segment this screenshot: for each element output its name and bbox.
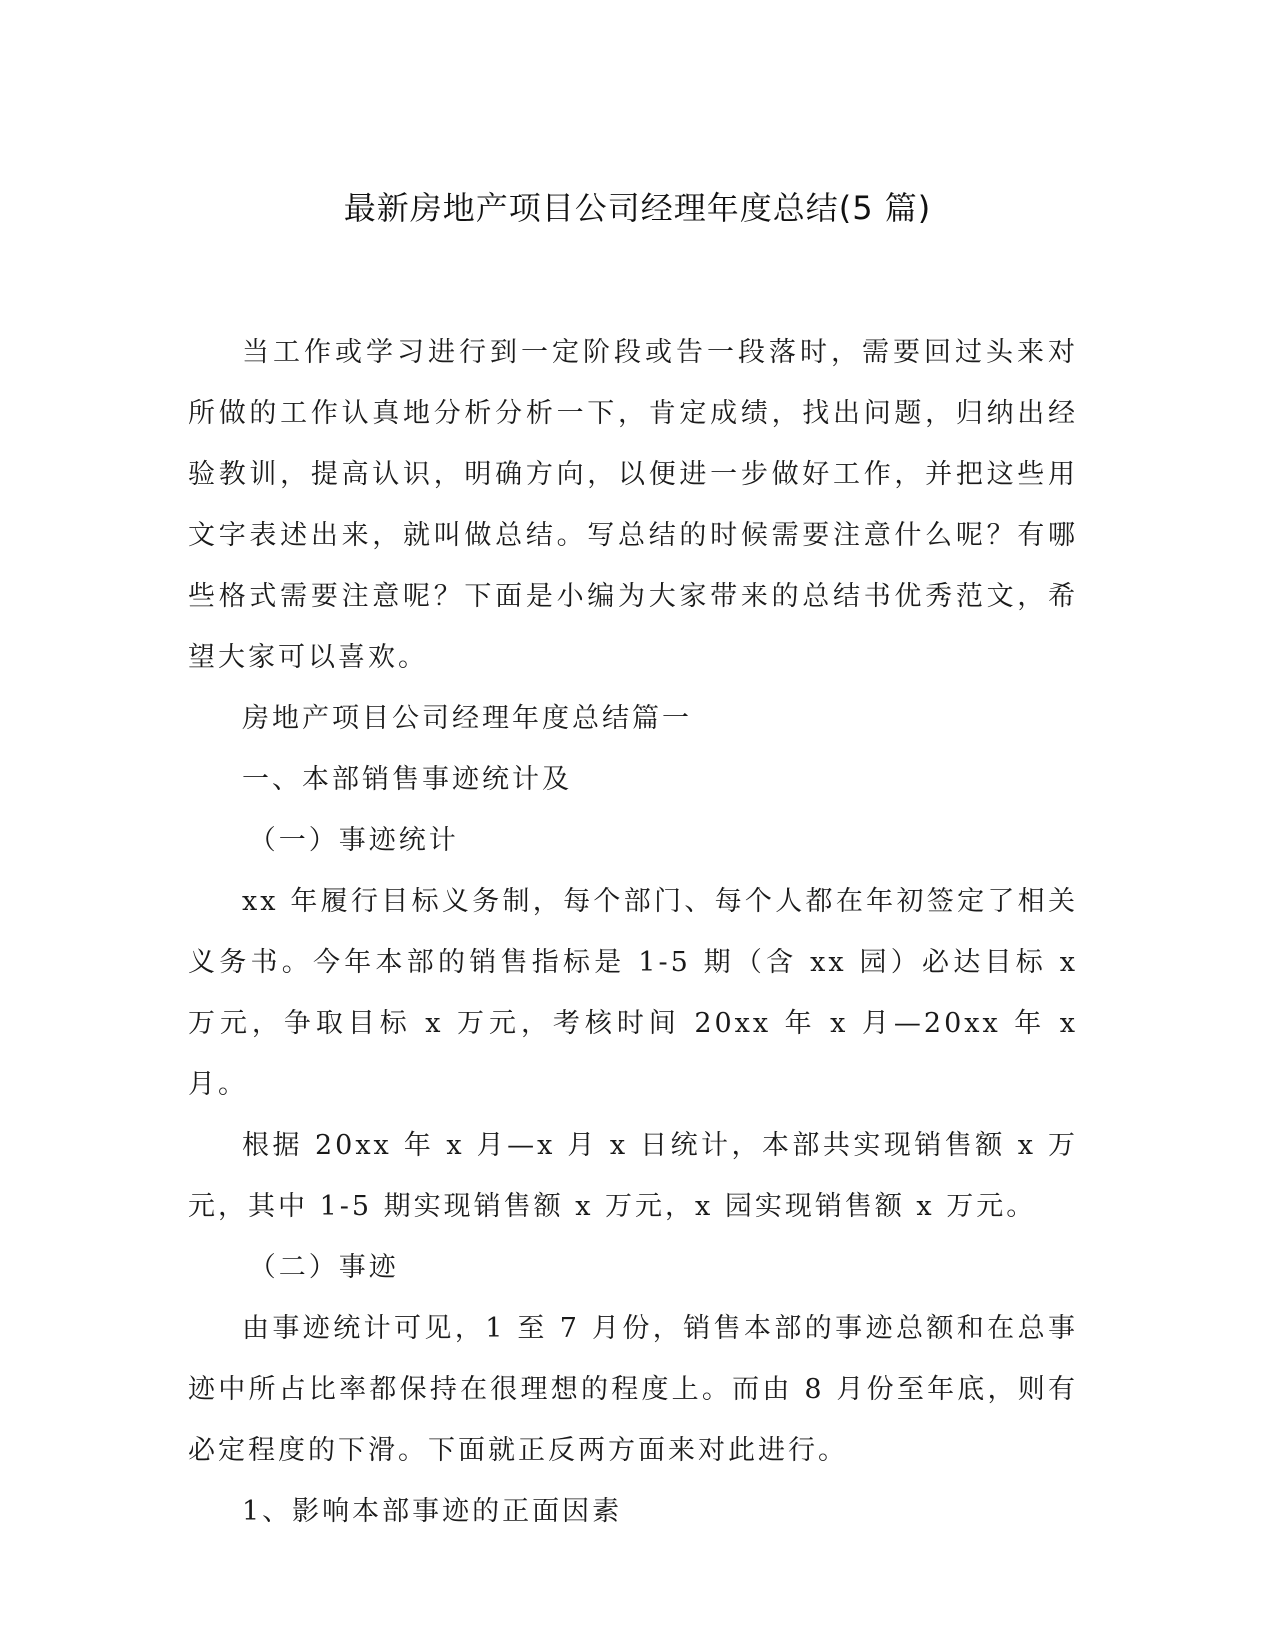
list-heading-positive-factors: 1、影响本部事迹的正面因素 <box>242 1496 623 1527</box>
section-heading-sales-stats: 一、本部销售事迹统计及 <box>242 764 572 795</box>
paragraph-analysis: 由事迹统计可见，1 至 7 月份，销售本部的事迹总额和在总事迹中所占比率都保持在很理想的程度上。而由 8 月份至年底，则有必定程度的下滑。下面就正反两方面来对此进行。 <box>188 1313 1078 1466</box>
document-body <box>188 322 1078 1542</box>
paragraph-targets: xx 年履行目标义务制，每个部门、每个人都在年初签定了相关义务书。今年本部的销售指标是 1-5 期（含 xx 园）必达目标 x 万元，争取目标 x 万元，考核时间 20xx 年 x 月—20xx 年 x 月。 <box>188 886 1078 1100</box>
section-heading-part-one: 房地产项目公司经理年度总结篇一 <box>242 703 692 734</box>
subsection-heading-stats: （一）事迹统计 <box>248 825 459 856</box>
paragraph-sales-results: 根据 20xx 年 x 月—x 月 x 日统计，本部共实现销售额 x 万元，其中 1-5 期实现销售额 x 万元，x 园实现销售额 x 万元。 <box>188 1130 1078 1222</box>
intro-paragraph: 当工作或学习进行到一定阶段或告一段落时，需要回过头来对所做的工作认真地分析分析一下，肯定成绩，找出问题，归纳出经验教训，提高认识，明确方向，以便进一步做好工作，并把这些用文字表述出来，就叫做总结。写总结的时候需要注意什么呢？有哪些格式需要注意呢？下面是小编为大家带来的总结书优秀范文，希望大家可以喜欢。 <box>188 337 1078 673</box>
document-title: 最新房地产项目公司经理年度总结(5 篇) <box>343 189 932 227</box>
subsection-heading-performance: （二）事迹 <box>248 1252 399 1283</box>
